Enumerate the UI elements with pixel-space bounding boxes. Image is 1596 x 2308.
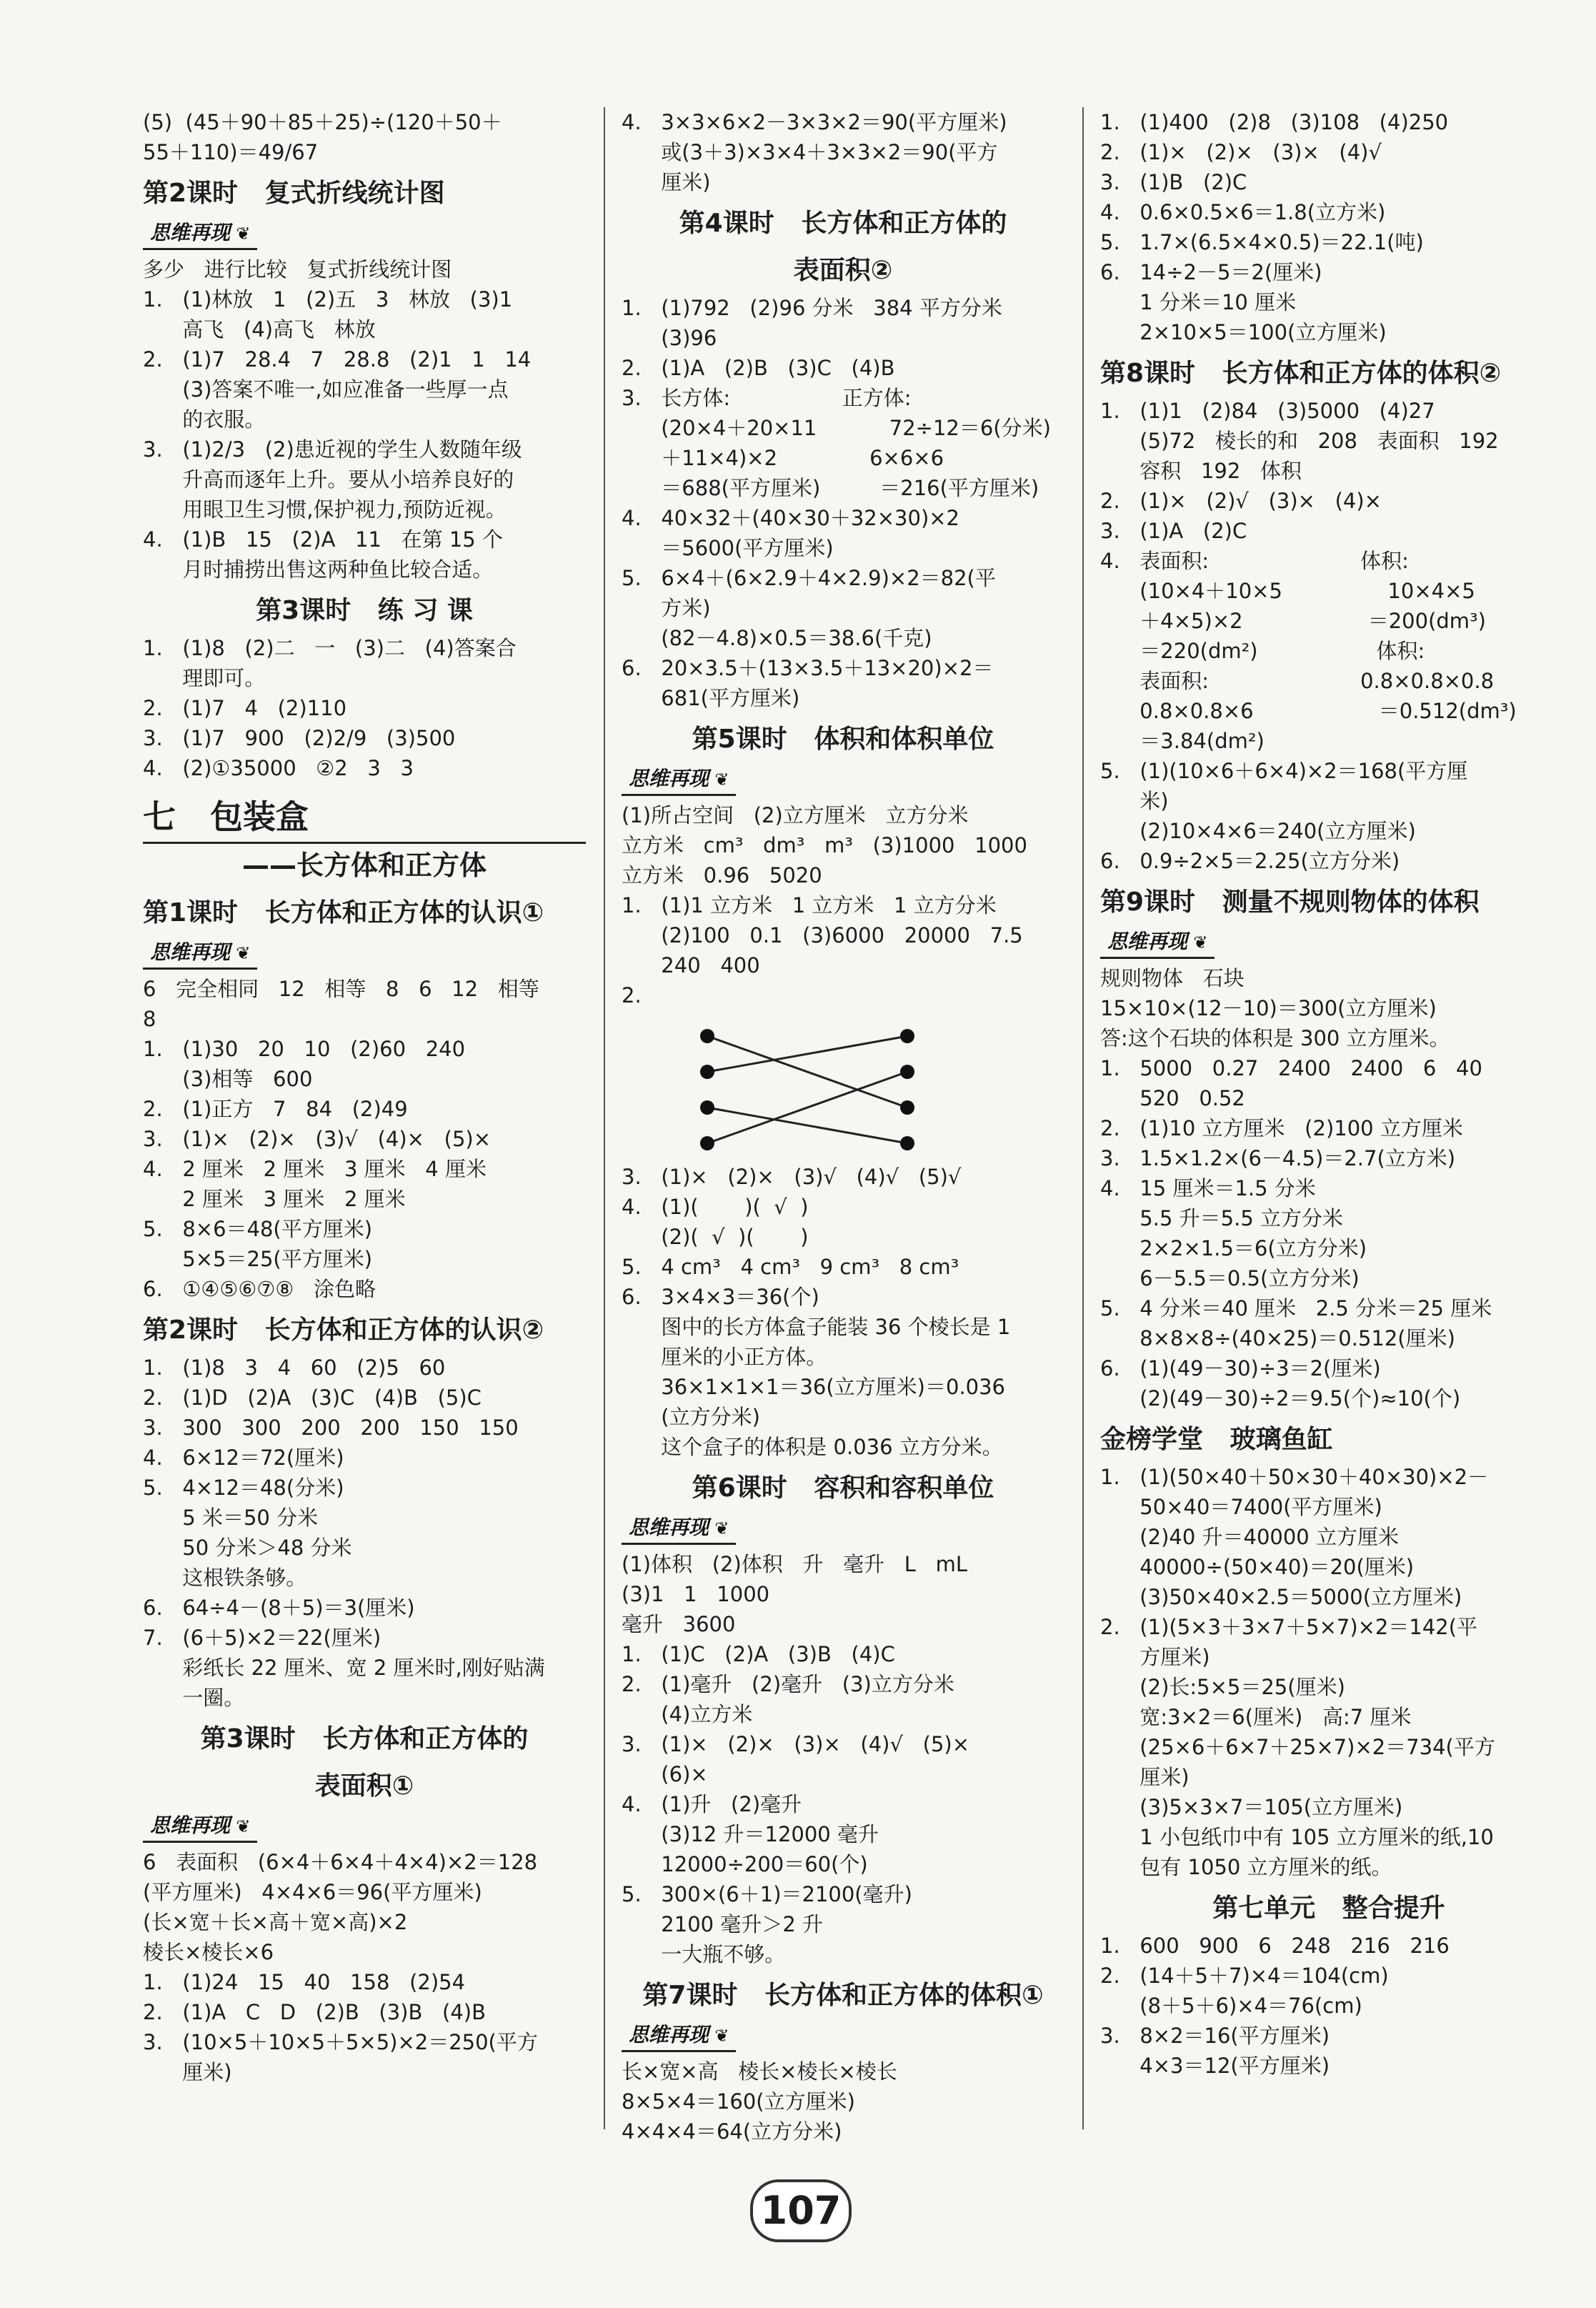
answer-line: 理即可。	[143, 666, 266, 690]
answer-line: 方米)	[622, 596, 711, 620]
matching-dot	[700, 1029, 714, 1043]
answer-line: 520 0.52	[1100, 1086, 1245, 1110]
section-tag: 思维再现 ❦	[143, 219, 257, 250]
answer-line: (1)体积 (2)体积 升 毫升 L mL	[622, 1552, 967, 1576]
answer-line: (3)1 1 1000	[622, 1582, 770, 1606]
section-tag: 思维再现 ❦	[1100, 927, 1215, 959]
answer-line: ＝220(dm²) 体积:	[1100, 639, 1425, 663]
answer-line: (3)相等 600	[143, 1067, 313, 1091]
answer-line: 4. 3×3×6×2－3×3×2＝90(平方厘米)	[622, 110, 1007, 134]
answer-line: 长×宽×高 棱长×棱长×棱长	[622, 2059, 897, 2084]
answer-line: 1. (1)8 (2)二 一 (3)二 (4)答案合	[143, 636, 517, 660]
answer-line: 4. (1)( )( √ )	[622, 1195, 809, 1219]
lesson-heading: 第七单元 整合提升	[1212, 1894, 1445, 1923]
answer-line: 1. (1)林放 1 (2)五 3 林放 (3)1	[143, 287, 513, 312]
page-number: 107	[750, 2179, 852, 2242]
lesson-heading: 表面积①	[314, 1771, 414, 1801]
answer-line: 5. 6×4＋(6×2.9＋4×2.9)×2＝82(平	[622, 566, 996, 590]
answer-line: (3)5×3×7＝105(立方厘米)	[1100, 1795, 1403, 1819]
answer-line: 6. 20×3.5＋(13×3.5＋13×20)×2＝	[622, 656, 994, 680]
section-tag: 思维再现 ❦	[622, 765, 736, 796]
answer-column-right	[1100, 107, 1557, 2129]
unit-subtitle: ——长方体和正方体	[241, 850, 487, 881]
answer-column-left	[143, 107, 586, 2129]
answer-line: 3. 8×2＝16(平方厘米)	[1100, 2024, 1330, 2048]
answer-line: 36×1×1×1＝36(立方厘米)＝0.036	[622, 1375, 1006, 1399]
answer-line: (3)50×40×2.5＝5000(立方厘米)	[1100, 1585, 1462, 1609]
answer-line: (3)96	[622, 326, 717, 350]
answer-line: 厘米的小正方体。	[622, 1345, 827, 1369]
answer-line: 2. (1)正方 7 84 (2)49	[143, 1097, 408, 1121]
section-tag: 思维再现 ❦	[143, 938, 257, 970]
answer-line: 2. (1)× (2)√ (3)× (4)×	[1100, 489, 1382, 513]
answer-line: ＝3.84(dm²)	[1100, 729, 1265, 753]
answer-line: 4. 0.6×0.5×6＝1.8(立方米)	[1100, 200, 1386, 224]
section-tag: 思维再现 ❦	[622, 2021, 736, 2052]
answer-line: 6. 0.9÷2×5＝2.25(立方分米)	[1100, 849, 1400, 873]
answer-line: 15×10×(12－10)＝300(立方厘米)	[1100, 996, 1437, 1020]
lesson-heading: 第8课时 长方体和正方体的体积②	[1100, 359, 1502, 388]
answer-line: 4×4×4＝64(立方分米)	[622, 2119, 842, 2144]
answer-line: 3. (1)× (2)× (3)√ (4)√ (5)√	[622, 1165, 962, 1189]
answer-line: 12000÷200＝60(个)	[622, 1852, 868, 1876]
answer-line: 这根铁条够。	[143, 1566, 307, 1590]
answer-line: 40000÷(50×40)＝20(厘米)	[1100, 1555, 1415, 1579]
answer-line: 一大瓶不够。	[622, 1942, 786, 1966]
answer-line: 3. 1.5×1.2×(6－4.5)＝2.7(立方米)	[1100, 1146, 1456, 1170]
answer-line: 7. (6＋5)×2＝22(厘米)	[143, 1626, 381, 1650]
answer-line: 1. 600 900 6 248 216 216	[1100, 1934, 1450, 1958]
answer-line: (5)72 棱长的和 208 表面积 192	[1100, 429, 1499, 453]
answer-line: 5. 300×(6＋1)＝2100(毫升)	[622, 1882, 912, 1906]
answer-line: 月时捕捞出售这两种鱼比较合适。	[143, 557, 494, 582]
answer-line: 3. (1)B (2)C	[1100, 170, 1247, 194]
answer-line: 4. 2 厘米 2 厘米 3 厘米 4 厘米	[143, 1157, 487, 1181]
answer-line: 4. (1)升 (2)毫升	[622, 1792, 802, 1816]
answer-line: (25×6＋6×7＋25×7)×2＝734(平方	[1100, 1735, 1495, 1759]
answer-line: (2)长:5×5＝25(厘米)	[1100, 1675, 1345, 1699]
lesson-heading: 第3课时 长方体和正方体的	[200, 1724, 529, 1754]
answer-line: 3. (10×5＋10×5＋5×5)×2＝250(平方	[143, 2030, 538, 2054]
answer-line: 1 分米＝10 厘米	[1100, 290, 1297, 314]
matching-dot	[900, 1100, 914, 1115]
section-tag: 思维再现 ❦	[143, 1811, 257, 1843]
answer-line: 1. (1)30 20 10 (2)60 240	[143, 1037, 466, 1061]
matching-line	[707, 1072, 907, 1143]
matching-dot	[900, 1136, 914, 1150]
answer-line: 棱长×棱长×6	[143, 1940, 274, 1964]
answer-line: 4. 表面积: 体积:	[1100, 549, 1409, 573]
lesson-heading: 第4课时 长方体和正方体的	[679, 209, 1007, 238]
matching-line	[707, 1036, 907, 1072]
answer-line: 2. (1)7 28.4 7 28.8 (2)1 1 14	[143, 347, 532, 372]
answer-line: 2 厘米 3 厘米 2 厘米	[143, 1187, 406, 1211]
answer-line: 55＋110)＝49/67	[143, 140, 319, 164]
answer-line: 高飞 (4)高飞 林放	[143, 317, 376, 342]
answer-line: 5. (1)(10×6＋6×4)×2＝168(平方厘	[1100, 759, 1468, 783]
answer-line: 5×5＝25(平方厘米)	[143, 1247, 373, 1271]
answer-line: 2. (1)7 4 (2)110	[143, 696, 347, 720]
answer-line: (4)立方米	[622, 1702, 753, 1726]
column-divider	[604, 107, 605, 2129]
matching-dot	[700, 1136, 714, 1150]
lesson-heading: 第2课时 复式折线统计图	[143, 179, 445, 208]
answer-line: 3. 长方体: 正方体:	[622, 386, 912, 410]
answer-line: 6 表面积 (6×4＋6×4＋4×4)×2＝128	[143, 1850, 538, 1874]
column-divider	[1082, 107, 1084, 2129]
answer-line: 2×2×1.5＝6(立方分米)	[1100, 1236, 1367, 1260]
answer-line: ＝5600(平方厘米)	[622, 536, 834, 560]
answer-line: 厘米)	[143, 2060, 232, 2084]
answer-line: ＝688(平方厘米) ＝216(平方厘米)	[622, 476, 1039, 500]
answer-line: 图中的长方体盒子能装 36 个棱长是 1	[622, 1315, 1011, 1339]
answer-line: 4×3＝12(平方厘米)	[1100, 2054, 1330, 2078]
answer-line: 50 分米＞48 分米	[143, 1536, 352, 1560]
answer-line: 50×40＝7400(平方厘米)	[1100, 1495, 1382, 1519]
answer-line: (平方厘米) 4×4×6＝96(平方厘米)	[143, 1880, 482, 1904]
answer-line: 6－5.5＝0.5(立方分米)	[1100, 1266, 1360, 1290]
answer-line: 升高而逐年上升。要从小培养良好的	[143, 467, 514, 492]
answer-line: 3. (1)2/3 (2)患近视的学生人数随年级	[143, 437, 522, 462]
answer-line: 方厘米)	[1100, 1645, 1210, 1669]
answer-line: (2)10×4×6＝240(立方厘米)	[1100, 819, 1416, 843]
answer-line: 5. 1.7×(6.5×4×0.5)＝22.1(吨)	[1100, 230, 1424, 254]
answer-line: (2)40 升＝40000 立方厘米	[1100, 1525, 1399, 1549]
answer-line: 表面积: 0.8×0.8×0.8	[1100, 669, 1495, 693]
answer-line: 2×10×5＝100(立方厘米)	[1100, 320, 1387, 344]
answer-line: (8＋5＋6)×4＝76(cm)	[1100, 1994, 1362, 2018]
answer-line: 1. (1)24 15 40 158 (2)54	[143, 1970, 466, 1994]
answer-line: 6. (1)(49－30)÷3＝2(厘米)	[1100, 1356, 1381, 1381]
answer-line: 0.8×0.8×6 ＝0.512(dm³)	[1100, 699, 1517, 723]
answer-line: (2)( √ )( )	[622, 1225, 809, 1249]
answer-line: 这个盒子的体积是 0.036 立方分米。	[622, 1435, 1003, 1459]
lesson-heading: 第2课时 长方体和正方体的认识②	[143, 1315, 544, 1345]
answer-line: 5. 4×12＝48(分米)	[143, 1476, 344, 1500]
lesson-heading: 表面积②	[793, 256, 893, 285]
lesson-heading: 第5课时 体积和体积单位	[692, 725, 994, 754]
answer-line: (2)(49－30)÷2＝9.5(个)≈10(个)	[1100, 1386, 1461, 1411]
answer-line: (5) (45＋90＋85＋25)÷(120＋50＋	[143, 110, 502, 134]
answer-line: 2. (1)A (2)B (3)C (4)B	[622, 356, 895, 380]
answer-line: 5 米＝50 分米	[143, 1506, 319, 1530]
answer-line: 6. ①④⑤⑥⑦⑧ 涂色略	[143, 1277, 376, 1301]
answer-line: 2. (1)× (2)× (3)× (4)√	[1100, 140, 1382, 164]
answer-line: (82－4.8)×0.5＝38.6(千克)	[622, 626, 932, 650]
answer-line: 厘米)	[622, 170, 711, 194]
answer-line: 米)	[1100, 789, 1169, 813]
answer-line: 4. 40×32＋(40×30＋32×30)×2	[622, 506, 960, 530]
answer-line: 3. (1)A (2)C	[1100, 519, 1247, 543]
answer-line: 用眼卫生习惯,保护视力,预防近视。	[143, 497, 507, 522]
answer-line: 4. (2)①35000 ②2 3 3	[143, 756, 414, 780]
answer-line: 3. 300 300 200 200 150 150	[143, 1416, 519, 1440]
answer-line: (3)答案不唯一,如应准备一些厚一点	[143, 377, 509, 402]
answer-line: 5. 4 cm³ 4 cm³ 9 cm³ 8 cm³	[622, 1255, 959, 1279]
answer-line: (2)100 0.1 (3)6000 20000 7.5	[622, 923, 1023, 947]
answer-line: (6)×	[622, 1762, 708, 1786]
answer-line: 1. (1)1 (2)84 (3)5000 (4)27	[1100, 399, 1435, 423]
answer-line: 或(3＋3)×3×4＋3×3×2＝90(平方	[622, 140, 998, 164]
answer-line: 厘米)	[1100, 1765, 1189, 1789]
answer-line: ＋11×4)×2 6×6×6	[622, 446, 944, 470]
answer-line: 2. (1)毫升 (2)毫升 (3)立方分米	[622, 1672, 954, 1696]
answer-line: 6. 14÷2－5＝2(厘米)	[1100, 260, 1322, 284]
matching-dot	[900, 1029, 914, 1043]
answer-line: 多少 进行比较 复式折线统计图	[143, 257, 452, 282]
answer-line: 5. 8×6＝48(平方厘米)	[143, 1217, 373, 1241]
lesson-heading: 第9课时 测量不规则物体的体积	[1100, 887, 1480, 917]
answer-line: 1. (1)1 立方米 1 立方米 1 立方分米	[622, 893, 997, 917]
matching-line	[707, 1036, 907, 1108]
matching-dot	[700, 1065, 714, 1079]
answer-line: (长×宽＋长×高＋宽×高)×2	[143, 1910, 408, 1934]
answer-column-middle	[622, 107, 1064, 2144]
answer-line: 2. (1)(5×3＋3×7＋5×7)×2＝142(平	[1100, 1615, 1478, 1639]
answer-line: 立方米 0.96 5020	[622, 863, 822, 887]
answer-line: 2.	[622, 983, 642, 1008]
answer-line: 4. 15 厘米＝1.5 分米	[1100, 1176, 1316, 1200]
lesson-heading: 第1课时 长方体和正方体的认识①	[143, 898, 544, 927]
answer-line: 1 小包纸巾中有 105 立方厘米的纸,10	[1100, 1825, 1494, 1849]
answer-line: 6. 3×4×3＝36(个)	[622, 1285, 819, 1309]
answer-line: 规则物体 石块	[1100, 966, 1245, 990]
answer-line: 2. (14＋5＋7)×4＝104(cm)	[1100, 1964, 1389, 1988]
answer-line: 3. (1)7 900 (2)2/9 (3)500	[143, 726, 456, 750]
answer-line: 的衣服。	[143, 407, 266, 432]
answer-line: 3. (1)× (2)× (3)√ (4)× (5)×	[143, 1127, 492, 1151]
answer-line: 8×5×4＝160(立方厘米)	[622, 2089, 855, 2114]
answer-line: 8	[143, 1007, 156, 1031]
answer-line: (3)12 升＝12000 毫升	[622, 1822, 879, 1846]
lesson-heading: 第7课时 长方体和正方体的体积①	[642, 1981, 1044, 2010]
answer-line: (20×4＋20×11 72÷12＝6(分米)	[622, 416, 1051, 440]
answer-line: 4. (1)B 15 (2)A 11 在第 15 个	[143, 527, 503, 552]
answer-line: 2. (1)10 立方厘米 (2)100 立方厘米	[1100, 1116, 1463, 1140]
answer-line: 容积 192 体积	[1100, 459, 1302, 483]
answer-line: 2. (1)A C D (2)B (3)B (4)B	[143, 2000, 487, 2024]
answer-line: 1. (1)792 (2)96 分米 384 平方分米	[622, 296, 1002, 320]
answer-line: 一圈。	[143, 1686, 245, 1710]
answer-line: 1. 5000 0.27 2400 2400 6 40	[1100, 1056, 1482, 1080]
answer-line: 1. (1)400 (2)8 (3)108 (4)250	[1100, 110, 1449, 134]
answer-line: 1. (1)C (2)A (3)B (4)C	[622, 1642, 895, 1666]
matching-dot	[700, 1100, 714, 1115]
answer-line: 240 400	[622, 953, 760, 978]
answer-line: ＋4×5)×2 ＝200(dm³)	[1100, 609, 1486, 633]
matching-dot	[900, 1065, 914, 1079]
answer-line: (10×4＋10×5 10×4×5	[1100, 579, 1475, 603]
answer-line: 毫升 3600	[622, 1612, 736, 1636]
answer-line: 彩纸长 22 厘米、宽 2 厘米时,刚好贴满	[143, 1656, 545, 1680]
answer-line: 1. (1)8 3 4 60 (2)5 60	[143, 1356, 446, 1380]
lesson-heading: 第3课时 练 习 课	[256, 596, 473, 625]
answer-line: 681(平方厘米)	[622, 686, 800, 710]
answer-line: 2100 毫升＞2 升	[622, 1912, 823, 1936]
answer-line: (1)所占空间 (2)立方厘米 立方分米	[622, 803, 969, 827]
answer-line: 6. 64÷4－(8＋5)＝3(厘米)	[143, 1596, 415, 1620]
answer-line: 包有 1050 立方厘米的纸。	[1100, 1855, 1392, 1879]
unit-title: 七 包装盒	[143, 792, 586, 844]
answer-line: 5.5 升＝5.5 立方分米	[1100, 1206, 1343, 1230]
answer-line: 宽:3×2＝6(厘米) 高:7 厘米	[1100, 1705, 1412, 1729]
answer-line: 1. (1)(50×40＋50×30＋40×30)×2－	[1100, 1465, 1489, 1489]
answer-line: (立方分米)	[622, 1405, 760, 1429]
answer-line: 立方米 cm³ dm³ m³ (3)1000 1000	[622, 833, 1027, 857]
lesson-heading: 金榜学堂 玻璃鱼缸	[1100, 1425, 1333, 1454]
answer-line: 8×8×8÷(40×25)＝0.512(厘米)	[1100, 1326, 1455, 1351]
answer-line: 6 完全相同 12 相等 8 6 12 相等	[143, 977, 539, 1001]
answer-line: 4. 6×12＝72(厘米)	[143, 1446, 344, 1470]
matching-line	[707, 1108, 907, 1143]
answer-line: 5. 4 分米＝40 厘米 2.5 分米＝25 厘米	[1100, 1296, 1492, 1320]
answer-line: 2. (1)D (2)A (3)C (4)B (5)C	[143, 1386, 482, 1410]
answer-line: 3. (1)× (2)× (3)× (4)√ (5)×	[622, 1732, 970, 1756]
matching-diagram	[693, 1015, 922, 1158]
section-tag: 思维再现 ❦	[622, 1513, 736, 1545]
lesson-heading: 第6课时 容积和容积单位	[692, 1473, 994, 1503]
answer-line: 答:这个石块的体积是 300 立方厘米。	[1100, 1026, 1450, 1050]
